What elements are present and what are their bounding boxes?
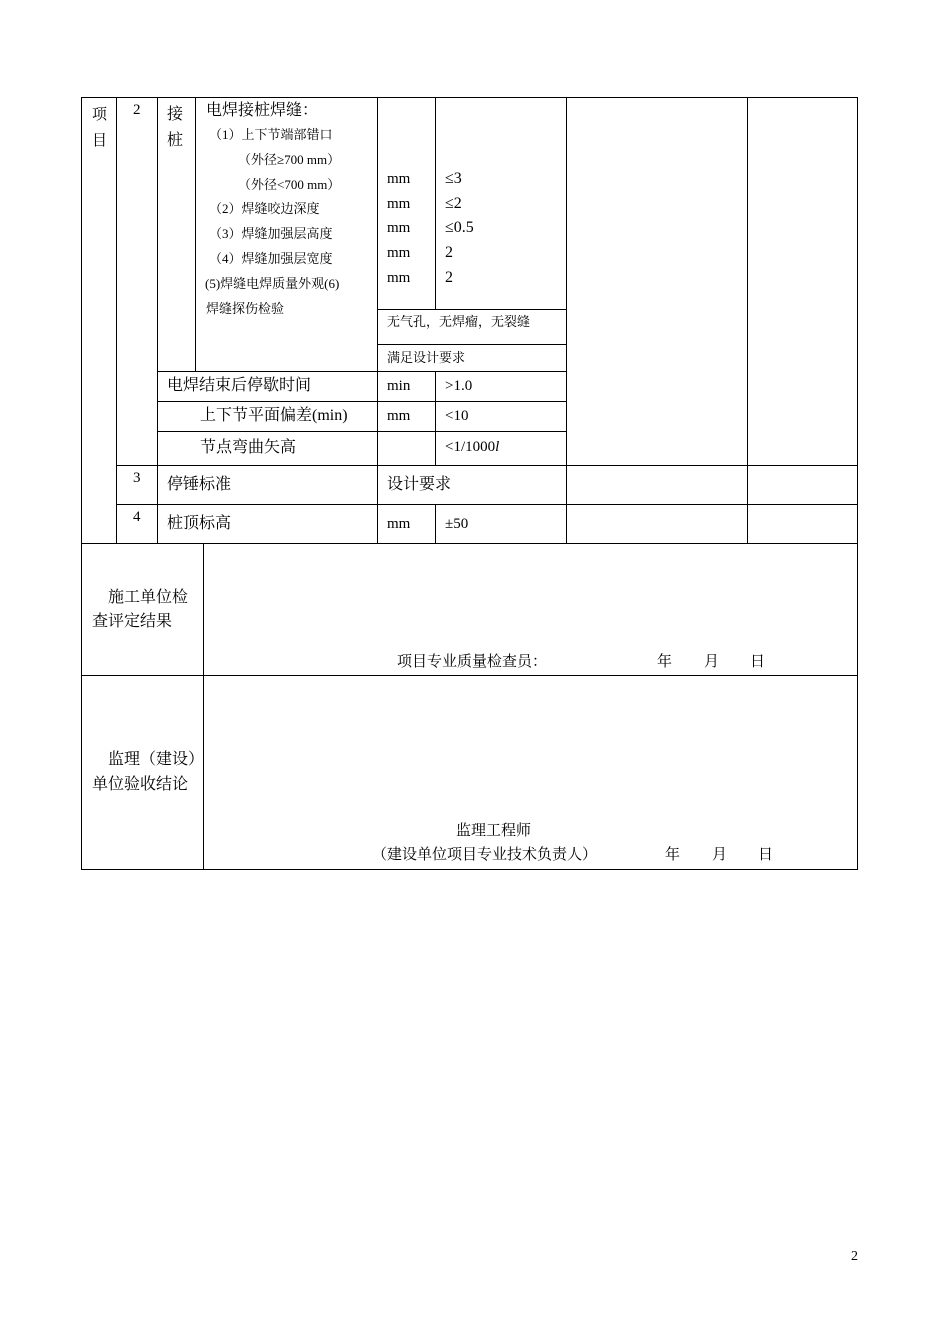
supervision-day: 日 <box>758 847 774 863</box>
value-4: 2 <box>445 244 453 261</box>
supervision-label-line1: 监理（建设） <box>108 751 205 768</box>
supervision-label-line2: 单位验收结论 <box>92 776 189 793</box>
weld-title: 电焊接桩焊缝： <box>206 102 319 119</box>
supervision-owner: （建设单位项目专业技术负责人） <box>372 847 598 863</box>
row4-value: ±50 <box>445 516 469 532</box>
weld-sub6: 焊缝探伤检验 <box>206 301 285 316</box>
plane-deviation-unit: mm <box>387 408 411 424</box>
supervision-month: 月 <box>712 847 728 863</box>
stop-time-unit: min <box>387 378 411 394</box>
value-5: 2 <box>445 269 453 286</box>
plane-deviation-label: 上下节平面偏差(min) <box>200 407 348 424</box>
construction-label-line1: 施工单位检 <box>108 589 189 606</box>
weld-sub2: （2）焊缝咬边深度 <box>209 201 320 216</box>
supervision-engineer: 监理工程师 <box>456 823 532 839</box>
row3-number: 3 <box>133 470 141 486</box>
construction-year: 年 <box>657 654 673 670</box>
value-3: ≤0.5 <box>445 219 474 236</box>
flaw-detection-requirement: 满足设计要求 <box>387 350 466 365</box>
row2-number: 2 <box>133 102 141 118</box>
weld-sub4: （4）焊缝加强层宽度 <box>209 251 333 266</box>
stop-time-value: >1.0 <box>445 378 473 394</box>
appearance-requirement: 无气孔，无焊瘤，无裂缝 <box>387 314 531 329</box>
stop-time-label: 电焊结束后停歇时间 <box>167 377 312 394</box>
bend-height-value: <1/1000l <box>445 439 500 455</box>
supervision-year: 年 <box>665 847 681 863</box>
value-1: ≤3 <box>445 170 462 187</box>
row4-unit: mm <box>387 516 411 532</box>
construction-day: 日 <box>750 654 766 670</box>
row2-item: 接 桩 <box>167 106 184 149</box>
construction-label-line2: 查评定结果 <box>92 613 173 630</box>
row4-label: 桩顶标高 <box>167 515 232 532</box>
weld-sub1b: （外径<700 mm） <box>238 177 341 192</box>
row3-label: 停锤标准 <box>167 476 232 493</box>
plane-deviation-value: <10 <box>445 408 469 424</box>
unit-4: mm <box>387 245 411 261</box>
weld-sub3: （3）焊缝加强层高度 <box>209 226 333 241</box>
page-number: 2 <box>851 1249 858 1264</box>
unit-5: mm <box>387 270 411 286</box>
inspector-label: 项目专业质量检查员： <box>397 654 548 670</box>
category-label: 项 目 <box>92 107 108 149</box>
unit-3: mm <box>387 220 411 236</box>
bend-height-label: 节点弯曲矢高 <box>200 439 297 456</box>
construction-month: 月 <box>704 654 720 670</box>
unit-2: mm <box>387 196 411 212</box>
row4-number: 4 <box>133 509 141 525</box>
value-2: ≤2 <box>445 195 462 212</box>
row3-value: 设计要求 <box>387 476 452 493</box>
weld-sub5: (5)焊缝电焊质量外观(6) <box>205 276 340 291</box>
weld-sub1: （1）上下节端部错口 <box>209 127 333 142</box>
weld-sub1a: （外径≥700 mm） <box>238 152 341 167</box>
unit-1: mm <box>387 171 411 187</box>
